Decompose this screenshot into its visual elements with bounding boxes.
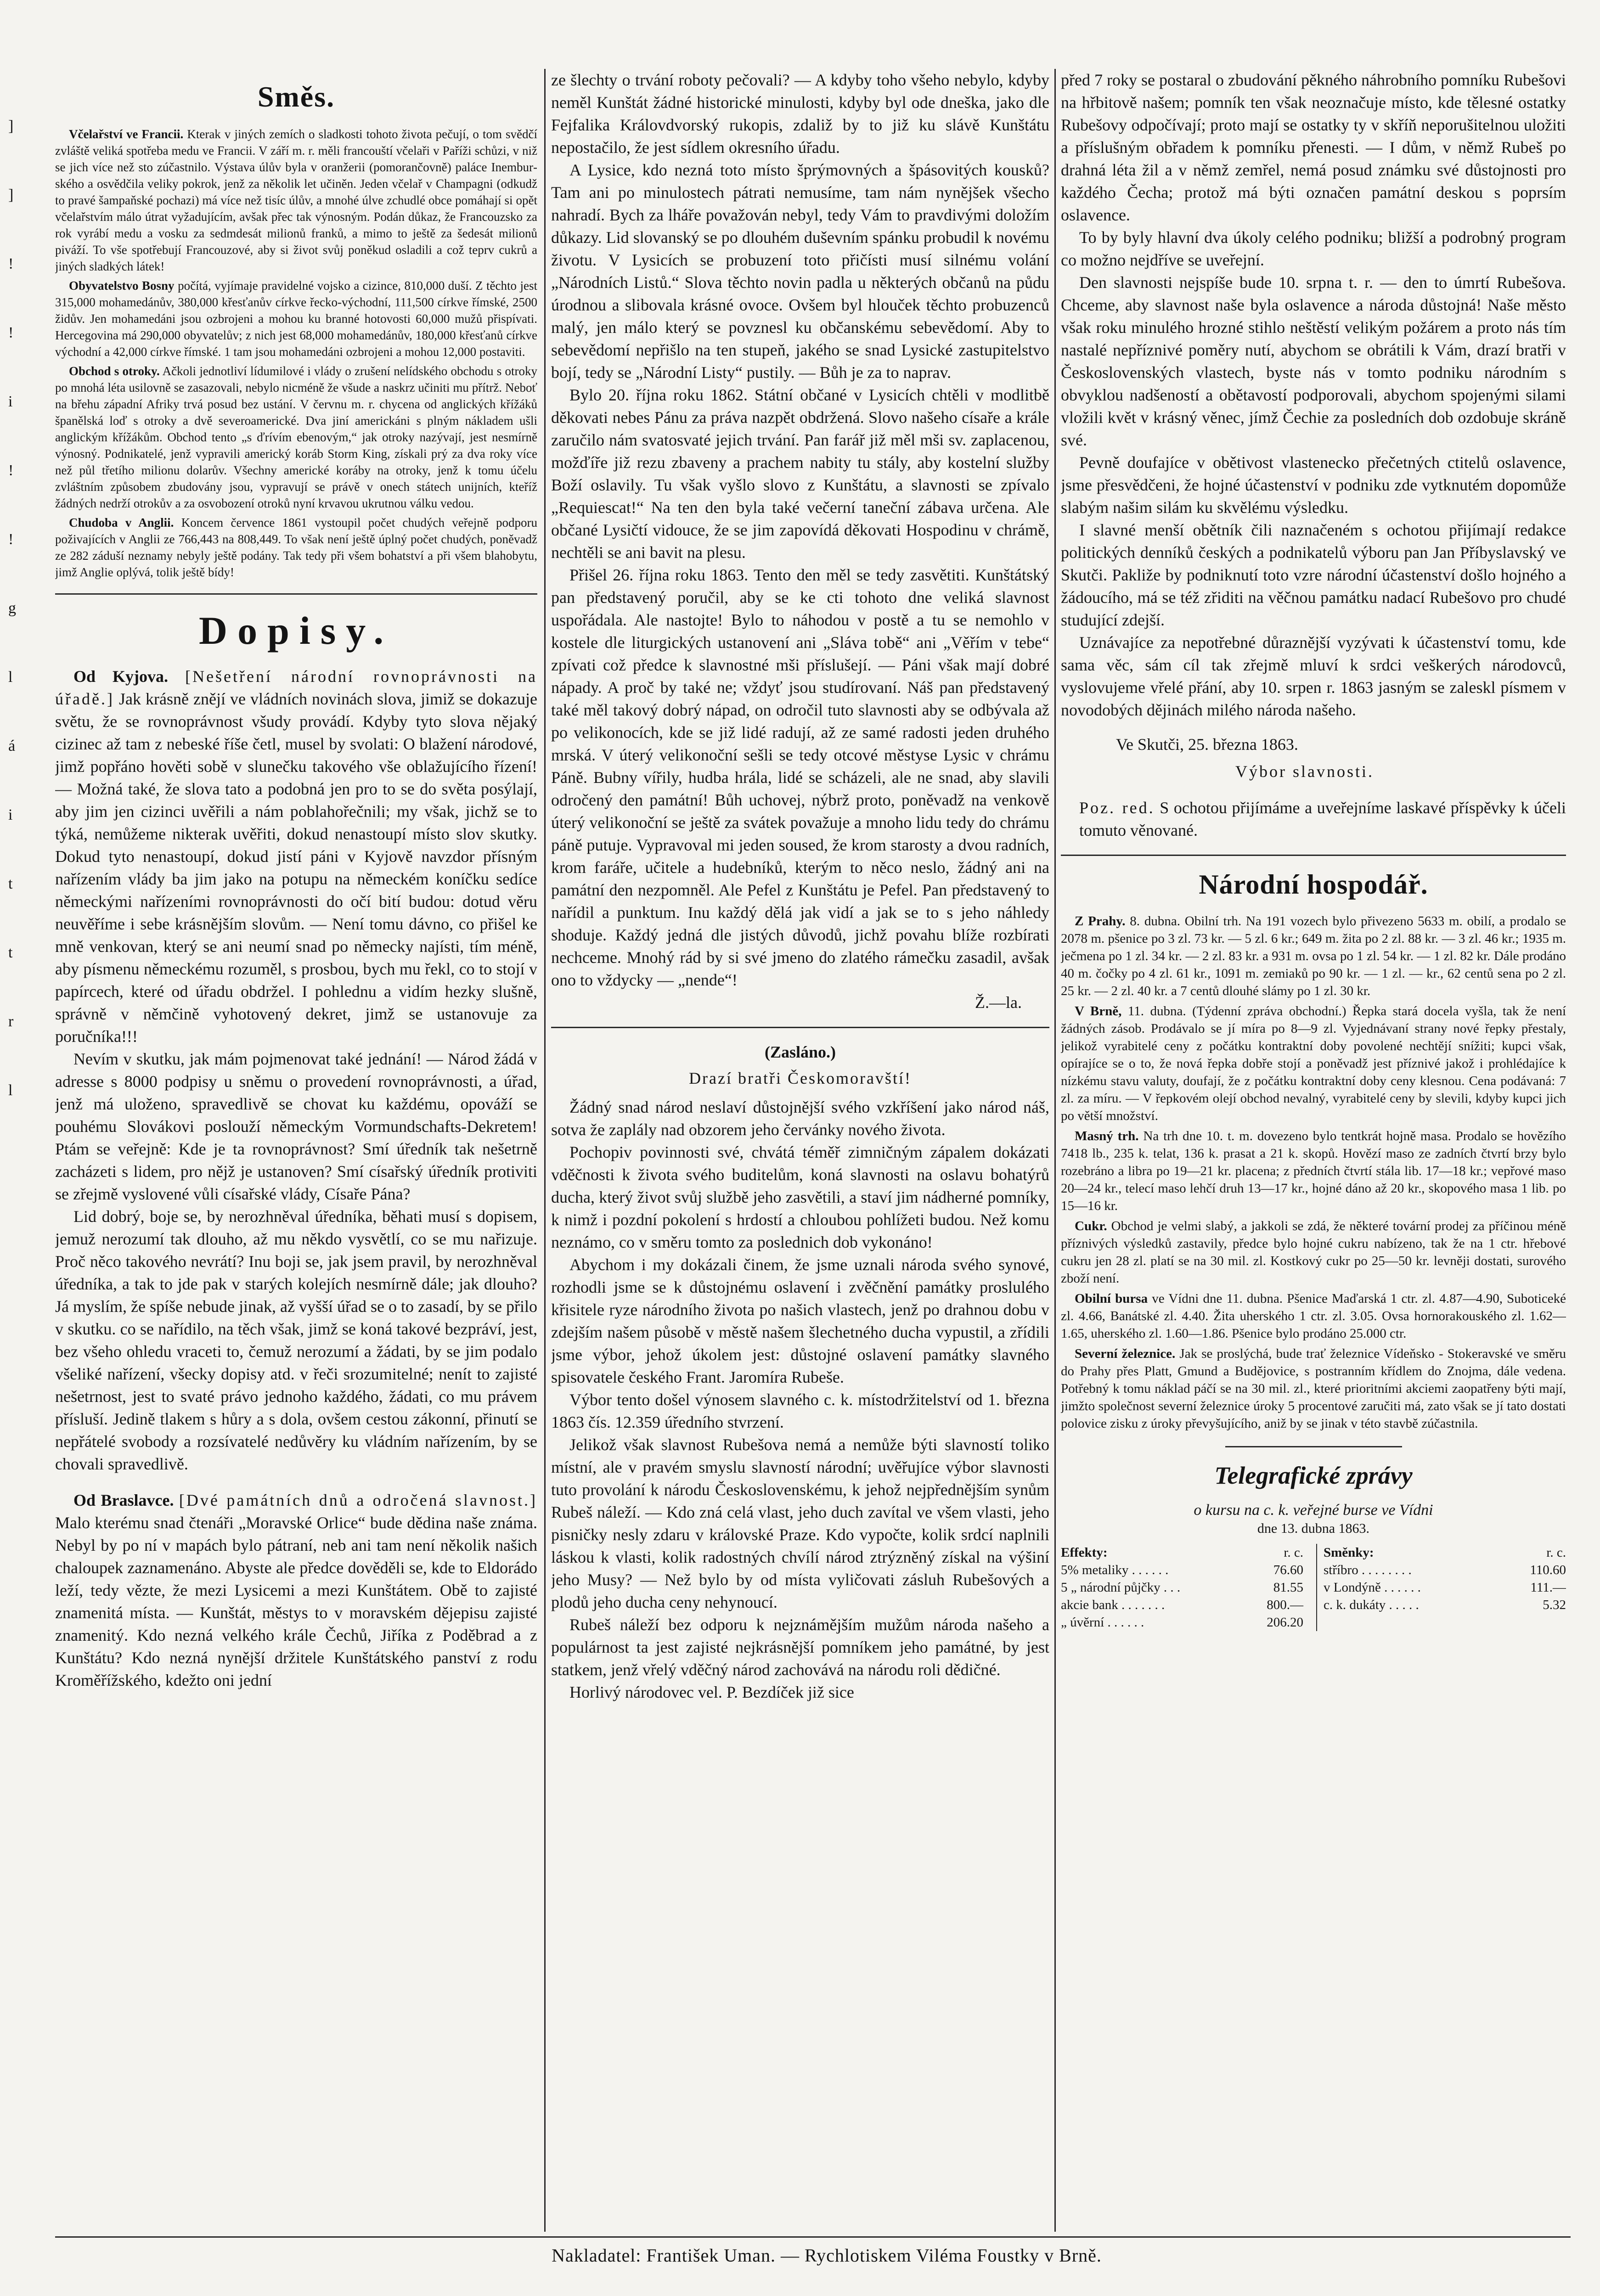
kyjova-paragraph-2: Nevím v skutku, jak mám pojmenovat také jednání! — Národ žádá v adresse s 8000 podpisy u sněmu o provedení rovnoprávnosti, a úřad, jenž má uloženo, spravedlivě se chovat ku každému, opováží se pouhému Slovákovi poslouží německým Vormundschafts-Dekretem! Ptám se veřejně: Kde je ta rovnoprávnost? Smí úředník tak nešetrně zacházeti s lidem, pro nějž je ustanoven? Smí císařský úředník protiviti se zřejmě vyslovené vůli císařské vlády, Císaře Pána? xyxy=(55,1050,537,1203)
smes-item-3-text: Ačkoli jednotliví lídumilové i vlády o zrušení nelídského obchodu s otroky po mnohá léta usilovně se zasazovali, nebylo nicméně že všude a naskrz učiniti mu přítrž. Neboť na břehu západní Afriky trvá posud bez ustání. V červnu m. r. chycena od anglických křížáků španělská loď s otroky a dvě severoamerické. Dva jiní americkáni s plným nákladem ušli anglickým křížákům. Obchod tento „s ďrívím ebenovým,“ jak otroky nazývají, jest nesmírně výnosný. Podnikatelé, jenž vypravili americký koráb Storm King, získali prý za dva roky více než půl třetího milionu dolarův. Všechny americké koráby na otroky, jenž k tomu účelu zvláštním způsobem zbudovány jsou, vypravují se právě v onech státech unijních, kteříž žádných nedrží otrokův a za osvobození otroků nyní krvavou ukrutnou válku vedou. xyxy=(55,364,537,510)
appeal-committee: Výbor slavnosti. xyxy=(1235,762,1374,781)
narodni-divider xyxy=(1061,855,1566,856)
effekty-name: 5 „ národní půjčky . . . xyxy=(1061,1580,1181,1595)
effekty-unit: r. c. xyxy=(1284,1545,1303,1560)
effekty-name: „ úvěrní . . . . . . xyxy=(1061,1615,1144,1630)
smes-items xyxy=(55,126,537,580)
smenky-name: c. k. dukáty . . . . . xyxy=(1324,1598,1419,1612)
smenky-heading: Směnky: xyxy=(1324,1545,1374,1560)
smes-item-2-text: počítá, vyjímaje pravidelné vojsko a cizince, 810,000 duší. Z těchto jest 315,000 mohamedánův, 380,000 křesťanův církve řecko-východní, 111,500 církve římské, 2500 židův. Jen mohamedáni jsou ozbrojeni a mohou ku branné hotovosti 60,000 mužů přispívati. Hercegovina má 290,000 obyvatelův; z nich jest 68,000 mohamedánův, 180,000 křesťanů církve východní a 42,000 církve římské. 1 tam jsou mohamedáni ozbrojeni a mohou 12,000 postaviti. xyxy=(55,279,537,359)
zaslano-divider xyxy=(551,1027,1049,1028)
market-item-brno-head: V Brně, xyxy=(1075,1004,1122,1019)
zaslano-paragraph-6: Rubeš náleží bez odporu k nejznámějším mužům národa našeho a populárnost ta jest zajisté nejkrásnější pomníkem jeho památné, by jest statkem, jenž vřelý vděčný národ zachovává na národu roli dědičné. xyxy=(551,1615,1049,1679)
column-1 xyxy=(55,69,537,2227)
market-item-obilni-bursa-head: Obilní bursa xyxy=(1075,1291,1148,1306)
footer-rule xyxy=(55,2236,1571,2238)
col3-paragraph-4: Pevně doufajíce v obětivost vlastenecko přečetných ctitelů oslavence, jsme přesvědčeni, že hojné účastenství v podniku zde vytknutém dopomůže slabým našim silám ku skvělému výsledku. xyxy=(1061,453,1566,517)
margin-mark: ! xyxy=(8,324,14,341)
kyjova-heading: Od Kyjova. xyxy=(73,667,169,686)
telegram-date: dne 13. dubna 1863. xyxy=(1257,1521,1370,1536)
market-item-zeleznice-text: Jak se proslýchá, bude trať železnice Vídeňsko - Stokeravské ve směru do Prahy přes Platt, Gmund a Budějovice, s postranním křídlem do Znojma, dále vedena. Potřebný k tomu náklad páčí se na 30 mil. zl., které prioritními akciemi zaopatřeny býti mají, jimžto společnost severní železnice úroky 5 procentové zaručiti má, zato však se jí tato dostati polovice zisku z úroky převyšujícího, aniž by se jinak v této stavbě zúčastnila. xyxy=(1061,1346,1566,1431)
smes-item-3 xyxy=(55,363,537,512)
market-item-brno xyxy=(1061,1002,1566,1125)
smenky-group xyxy=(1316,1544,1566,1631)
editor-note-label: Poz. red. xyxy=(1079,799,1155,817)
telegram-divider xyxy=(1225,1446,1402,1447)
effekty-value: 76.60 xyxy=(1273,1563,1303,1577)
smes-item-1-head: Včelařství ve Francii. xyxy=(69,127,184,141)
smes-heading: Směs. xyxy=(257,80,335,113)
effekty-group xyxy=(1061,1544,1303,1631)
braslavce-letter xyxy=(55,1489,537,1692)
publisher-footer: Nakladatel: František Uman. — Rychlotiskem Viléma Foustky v Brně. xyxy=(552,2245,1102,2266)
column-3 xyxy=(1061,69,1566,2236)
margin-mark: ! xyxy=(8,255,14,272)
smenky-unit: r. c. xyxy=(1546,1545,1566,1560)
zaslano-paragraph-3: Abychom i my dokázali činem, že jsme uznali národa svého synové, rozhodli jsme se k důstojnému oslavení i zvěčnění památky proslulého křisitele ryze národního života po našich vlastech, jenž po drahnou dobu v zdejším našem působě v městě našem šlechetného ducha vypustil, a zřídili jsme výbor, jehož úkolem jest: důstojné oslavení památky slavného spisovatele českého Frant. Jaromíra Rubeše. xyxy=(551,1255,1049,1386)
editor-note-text: S ochotou přijímáme a uveřejníme laskavé příspěvky k účeli tomuto věnované. xyxy=(1079,799,1566,839)
table-row xyxy=(1324,1579,1566,1596)
smes-item-2-head: Obyvatelstvo Bosny xyxy=(69,279,175,293)
kyjova-paragraph-1: Jak krásně znějí ve vládních novinách slova, jimiž se dokazuje světu, že se rovnoprávnost všudy provádí. Kdyby tyto slova nějaký cizinec až tam z nebeské říše četl, musel by svolati: O blažení národové, jimž popřáno hověti sobě v slunečku takového vše oblažujícího řízení! — Možná také, že slova tato a podobná jen pro to se do světa posýlají, aby jim jen cizinci uvěřili a nám poblahořečnili; my však, jichž se to týká, nemůžeme nikterak uvěřiti, dokud nenastoupí místo slov skutky. Dokud tyto nenastoupí, dokud jistí páni v Kyjově navzdor přísným nařízením vlády ba jim jako na potupu na německém koníčku sedíce německými nařízeními rovnoprávnosti do očí bití budou: dotud věru neuvěříme i sebe krásnějším slovům. — Není tomu dávno, co přišel ke mně venkovan, který se ani neumí snad po německy najísti, tím méně, aby písmenu německému rozuměl, s prosbou, bych mu řekl, co to stojí v papírcech, které od úřadu obdržel. I pohlednu a vidím hezky slušně, správně v němčině vyhotovený dekret, jimž se ustanovuje za poručníka!!! xyxy=(55,690,537,1046)
section-divider xyxy=(55,593,537,595)
margin-mark: l xyxy=(8,1082,13,1099)
margin-mark: á xyxy=(8,737,16,754)
table-row xyxy=(1061,1561,1303,1579)
col2-signature: Ž.—la. xyxy=(975,993,1022,1012)
market-item-cukr xyxy=(1061,1217,1566,1287)
market-item-praha-head: Z Prahy. xyxy=(1075,914,1126,929)
kyjova-paragraph-3: Lid dobrý, boje se, by nerozhněval úředníka, běhati musí s dopisem, jemuž nerozumí tak dlouho, až mu někdo vysvětlí, co se mu nařizuje. Proč něco takového nevrátí? Inu boji se, jak jsem pravil, by nerozhněval úředníka, a tak to jde pak v starých kolejích nesmírně dále; jak dlouho? Já myslím, že spíše nebude jinak, až vyšší úřad se o to zasadí, by se přilo v skutku. co se nařídilo, na těch však, jimž se koná takové bezpráví, jest, bez všeho ohledu vraceti to, čemuž nerozumí a žádati, by se jim podalo všeliké nařízení, všecky dopisy atd. v řeči srozumitelné; nenít to zajisté nešetrnost, jest to svaté právo jednoho každého, žádati, co mu právem přísluší. Jedině tlakem s hůry a s dola, ovšem cestou zákonní, přinutí se nepřátelé svobody a rozsívatelé nedůvěry ku vládním nařízením, by se chovali spravedlivě. xyxy=(55,1207,537,1473)
column-divider-1 xyxy=(544,69,546,2232)
col2-paragraph-3: Bylo 20. října roku 1862. Státní občané v Lysicích chtěli v modlitbě děkovati nebes Pánu za práva nazpět obdržená. Slovo našeho císaře a krále zaručilo nám svatosvaté jejich trvání. Pan farář již měl mši sv. zaplacenou, možďíře již rezu zbaveny a prachem nabity tu stály, aby kostelní služby Boží oslavily. Tu však vyšlo slovo z Kunštátu, a slavnosti se zpívalo „Requiescat!“ Na ten den byla také večerní taneční zábava určena. Ale občané Lysičtí vidouce, že se jim zapovídá děkovati Hospodinu v chrámě, nechtěli se ani bavit na plesu. xyxy=(551,386,1049,562)
left-margin-marks xyxy=(8,92,27,2112)
smenky-value: 110.60 xyxy=(1530,1563,1566,1577)
margin-mark: ! xyxy=(8,531,14,548)
table-row xyxy=(1324,1561,1566,1579)
smenky-name: stříbro . . . . . . . . xyxy=(1324,1563,1412,1577)
editor-note xyxy=(1061,797,1566,842)
col2-paragraph-2: A Lysice, kdo nezná toto místo šprýmovných a špásovitých kousků? Tam ani po minulostech pátrati nemusíme, tam nám nynějšek všecho nahradí. Bych za lháře považován nebyl, tedy Vám to pravdivými doložím důkazy. Lid slovanský se po dlouhém duševním spánku probudil k novému životu. V Lysicích se probuzení toto přičísti musí silnému volání „Národních Listů.“ Slova těchto novin padla u některých občanů na půdu úrodnou a slibovala krásné ovoce. Ovšem byl hlouček těchto probuzenců malý, jen málo který se povznesl ku občanskému sebevědomí. Aby to sebevědomí nepřišlo na ten stupeň, jakého se snad Lysické zastupitelstvo bojí, tedy se „Národní Listy“ pustily. — Bůh je za to naprav. xyxy=(551,161,1049,382)
market-item-cukr-head: Cukr. xyxy=(1075,1219,1107,1233)
effekty-name: akcie bank . . . . . . . xyxy=(1061,1598,1165,1612)
smes-item-2 xyxy=(55,277,537,360)
smes-item-4-head: Chudoba v Anglii. xyxy=(69,516,174,529)
market-item-masny-trh-text: Na trh dne 10. t. m. dovezeno bylo tentkrát hojně masa. Prodalo se hovězího 7418 lb., 235 k. telat, 136 k. prasat a 21 k. skopů. Hovězí maso ze zadních čtvrtí brzy bylo rozebráno a libra po 19—21 kr. placena; z předních čtvrtí stála lib. 17—18 kr.; vepřové maso 20—24 kr., telecí maso lehčí druh 13—17 kr., hojné dáno až 20 kr., skopového masa 1 lib. po 15—16 kr. xyxy=(1061,1129,1566,1213)
zaslano-title: Drazí bratři Českomoravští! xyxy=(689,1069,912,1087)
kyjova-letter-intro xyxy=(55,665,537,1048)
smes-item-1 xyxy=(55,126,537,275)
narodni-hospodar-heading: Národní hospodář. xyxy=(1199,869,1428,900)
table-row xyxy=(1061,1614,1303,1631)
market-item-zeleznice xyxy=(1061,1345,1566,1432)
smenky-value: 111.— xyxy=(1530,1580,1566,1595)
col3-paragraph-6: Uznávajíce za nepotřebné důraznější vyzývati k účastenství tomu, kde sama věc, sám cíl tak zřejmě mluví k srdci veškerých národovců, vyslovujeme vřelé přání, aby 10. srpen r. 1863 jasným se zaleskl písmem v novodobých dějinách milého národa našeho. xyxy=(1061,633,1566,719)
dopisy-heading: Dopisy. xyxy=(198,608,394,653)
market-item-zeleznice-head: Severní železnice. xyxy=(1075,1346,1176,1361)
margin-mark: t xyxy=(8,944,13,961)
market-item-masny-trh xyxy=(1061,1127,1566,1215)
effekty-value: 81.55 xyxy=(1273,1580,1303,1595)
effekty-value: 800.— xyxy=(1267,1598,1303,1612)
effekty-heading: Effekty: xyxy=(1061,1545,1108,1560)
zaslano-paragraph-7: Horlivý národovec vel. P. Bezdíček již sice xyxy=(569,1683,854,1701)
telegram-subtitle: o kursu na c. k. veřejné burse ve Vídni xyxy=(1194,1502,1433,1519)
col2-paragraph-1: ze šlechty o trvání roboty pečovali? — A kdyby toho všeho nebylo, kdyby neměl Kunštát žádné historické minulosti, kdyby byl ode dneška, jako dle Fejfalika Královdvorský rukopis, zdaliž by to již ku slávě Kunštátu nepostačilo, že jest sídlem okresního úřadu. xyxy=(551,71,1049,157)
market-item-praha-text: 8. dubna. Obilní trh. Na 191 vozech bylo přivezeno 5633 m. obilí, a prodalo se 2078 m. pšenice po 3 zl. 73 kr. — 5 zl. 6 kr.; 649 m. žita po 2 zl. 88 kr. — 3 zl. 46 kr.; 1935 m. ječmena po 1 zl. 34 kr. — 2 zl. 83 kr. a 931 m. ovsa po 1 zl. 54 kr. — 1 zl. 82 kr. Dále prodáno 40 m. čočky po 4 zl. 61 kr., 1091 m. zemiaků po 90 kr. — 1 zl. — kr., 62 centů sena po 2 zl. 25 kr. — 2 zl. 40 kr. a 7 centů dlouhé slámy po 1 zl. 30 kr. xyxy=(1061,914,1566,998)
zaslano-heading: (Zasláno.) xyxy=(764,1043,836,1061)
margin-mark: ! xyxy=(8,462,14,479)
margin-mark: l xyxy=(8,669,13,686)
smes-item-4 xyxy=(55,514,537,580)
smenky-value: 5.32 xyxy=(1543,1598,1566,1612)
market-item-praha xyxy=(1061,912,1566,1000)
smes-item-4-text: Koncem července 1861 vystoupil počet chudých veřejně podporu poživajících v Anglii ze 766,443 na 808,449. To však není ještě úplný počet chudých, poněvadž ze 282 záduší neznamy nebyly ještě podány. Tak tedy při všem bohatství a při všem blahobytu, jimž Anglie oplývá, tolik ještě bídy! xyxy=(55,516,537,579)
column-2 xyxy=(551,69,1049,2236)
market-item-cukr-text: Obchod je velmi slabý, a jakkoli se zdá, že některé tovární prodej za příčinou méně příznivých výsledků zastavily, předce bylo hojné cukru nabízeno, tak že na 1 ctr. hřebové cukru jen 28 zl. platí se na 30 mil. zl. Kostkový cukr po 25—50 kr. levněji dostati, surového zboží není. xyxy=(1061,1219,1566,1286)
market-item-obilni-bursa-text: ve Vídni dne 11. dubna. Pšenice Maďarská 1 ctr. zl. 4.87—4.90, Suboticeké zl. 4.66, Banátské zl. 4.40. Žita uherského 1 ctr. zl. 3.05. Ovsa hornorakouského zl. 1.62—1.65, uherského zl. 1.60—1.86. Pšenice bylo prodáno 25.000 ctr. xyxy=(1061,1291,1566,1341)
margin-mark: i xyxy=(8,806,13,823)
braslavce-heading: Od Braslavce. xyxy=(73,1491,174,1509)
smenky-header-row xyxy=(1324,1544,1566,1561)
smes-item-3-head: Obchod s otroky. xyxy=(69,364,160,378)
telegram-heading: Telegrafické zprávy xyxy=(1214,1462,1413,1489)
margin-mark: g xyxy=(8,600,16,617)
table-row xyxy=(1061,1596,1303,1614)
smes-item-1-text: Kterak v jiných zemích o sladkosti tohoto života pečují, o tom svědčí zvláště veliká spotřeba medu ve Francii. V září m. r. měli francouští včelaři v Paříži schůzi, v niž se jich více než sto zúčastnilo. Výstava úlův byla v oranžerii (pomorančovně) paláce Inemburského a osvědčila veliky pokrok, jenž za několik let učiněn. Jeden včelař v Champagni (odkudž to pravé šampaňské pochazi) má více než tisíc úlův, a mnohé úlve zchudlé obce pomáhají si opět včelařstvím málo útrat vyžadujícím, avšak přec tak výnosným. Podán důkaz, že Francouzsko za rok vyrábí medu a vosku za sedmdesát milionů franků, a mimo to ještě za šedesát milionů piváží. To vše spotřebují Francouzové, aby si život svůj poněkud osladili a což teprv cukrů a jiných sladkých látek! xyxy=(55,127,537,273)
zaslano-paragraph-5: Jelikož však slavnost Rubešova nemá a nemůže býti slavností toliko místní, ale v pravém smyslu slavností národní; uvěřujíce výbor slavnosti tuto provolání k národu Československému, k jehož nejpřednějším synům Rubeš náleží. — Kdo zná celá vlast, jeho duch zavítal ve všem vlasti, jeho pisničky nesly zdaru v královské Praze. Kdo vypočte, kolik srdcí naplnili láskou k vlasti, kolik radostných chvílí národ ztrýzněný získal na výšiní jeho Musy? — Než bylo by od místa vyličovati zásluh Rubešových a plodů jeho ducha ceny nehynoucí. xyxy=(551,1435,1049,1611)
margin-mark: ] xyxy=(8,186,14,203)
table-row xyxy=(1061,1579,1303,1596)
col3-paragraph-3: Den slavnosti nejspíše bude 10. srpna t. r. — den to úmrtí Rubešova. Chceme, aby slavnost naše byla oslavence a národa důstojná! Naše město však roku minulého hrozné stihlo neštěstí velikým požárem a proto nás tím nastalé nepříznivé poměry nutí, abychom se obrátili k Vám, drazí bratři v Československých vlastech, byste nás v tomto podniku národním s obvyklou nadšeností a obětavostí podporovali, abychom spojenými silami vložili květ v krásný věnec, jímž Čechie za posledních dob ozdobuje skráně své. xyxy=(1061,273,1566,449)
margin-mark: ] xyxy=(8,118,14,135)
exchange-rates-table xyxy=(1061,1544,1566,1631)
col2-paragraph-4: Přišel 26. října roku 1863. Tento den měl se tedy zasvětiti. Kunštátský pan představený poručil, aby se ke cti tohoto dne veliká slavnost uspořádala. Ale nastojte! Bylo to náhodou v postě a tu se nemohlo v kostele dle liturgických ustanovení ani „Sláva tobě“ ani „Věřím v tebe“ zpívati což předce k slavnostné mši příslušejí. — Páni však mají dobré nápady. A proč by také ne; vždyť jsou studírovaní. Náš pan představený také měl takový dobrý nápad, on odročil tuto slavnosti aby se odbývala až po velikonocích, kde se již lidé radují, až ze samé radosti jeden druhého mrská. V úterý velikonoční sešli se tedy otcové městyse Lysic v chrámu Páně. Bubny vířily, hudba hrála, lidé se scházeli, ale ne snad, aby slavili odročený den památní! Bůh uchovej, nýbrž proto, poněvadž na venkově úterý velikonoční se ještě za svátek považuje a mnoho lidu tedy do chrámu páně putuje. Vypravoval mi jeden soused, že krom starosty a dvou radních, krom faráře, učitele a hudebníků, kterým to něco neslo, žádný ani na památní den nezpomněl. Ale Pefel z Kunštátu je Pefel. Pan představený to nařídil a punktum. Inu každý dělá jak vidí a jak se to s jeho náhledy shoduje. Každý jedná dle jistých důvodů, jichž povahu blíže rozbírati nechceme. Mnohý rád by si své jmeno do zlatého rámečku zasadil, avšak ono to vždycky — „nende“! xyxy=(551,566,1049,989)
appeal-date: Ve Skutči, 25. března 1863. xyxy=(1116,735,1298,754)
effekty-name: 5% metaliky . . . . . . xyxy=(1061,1563,1169,1577)
col3-paragraph-2: To by byly hlavní dva úkoly celého podniku; bližší a podrobný program co možno nejdříve se uveřejní. xyxy=(1061,228,1566,269)
market-item-brno-text: 11. dubna. (Týdenní zpráva obchodní.) Řepka stará docela vyšla, tak že není žádných zásob. Prodávalo se jí míra po 8—9 zl. Vyjednávaní strany nové řepky přestaly, jelikož vyrabitelé ceny z počátku kontraktní doby povolené nechtějí snížiti; kupci však, opírajíce se o to, že nová řepka dobře stojí a poněvadž jest příznivé jakož i prohlédajíce k nízkému stavu valuty, doufají, že z počátku kontraktní doby ceny klesnou. Cena podávaná: 7 zl. za míru. — V řepkovém olejí obchod nevalný, vyrabitelé ceny by slevili, kdyby kupci jich po větší množství. xyxy=(1061,1004,1566,1123)
braslavce-text: Malo kterému snad čtenáři „Moravské Orlice“ bude dědina naše známa. Nebyl by po ní v mapách bylo pátraní, neb ani tam není několik našich chaloupek zaznamenáno. Abyste ale předce dověděli se, kde to Eldorádo leží, tedy vězte, že mezi Lysicemi a mezi Kunštátem. Obě to zajisté znamenitá místa. — Kunštát, městys to v moravském dějepisu zajisté znamenitý. Kdo nezná velkého krále Čechů, Jiříka z Poděbrad a z Kunštátu? Kdo nezná nynější držitele Kunštátského panství z rodu Kroměřížského, kdežto oni jední xyxy=(55,1514,537,1689)
zaslano-paragraph-2: Pochopiv povinnosti své, chvátá téměř zimničným zápalem dokázati vděčnosti k života svého buditelům, koná slavnosti na oslavu bohatýrů ducha, který život svůj službě jeho zasvětili, a staví jim nádherné pomníky, k nimž i pozdní pokolení s hrdostí a chloubou pohlížeti budou. Než komu neznámo, co v směru tomto za poslednich dob vykonáno! xyxy=(551,1143,1049,1251)
braslavce-subtitle: [Dvé památních dnů a odročená slavnost.] xyxy=(179,1491,537,1509)
column-divider-2 xyxy=(1054,69,1056,2232)
kyjova-subtitle: [Nešetření národní rovnoprávnosti na úřadě.] xyxy=(55,667,537,708)
zaslano-paragraph-1: Žádný snad národ neslaví důstojnější svého vzkříšení jako národ náš, sotva že zaplály nad obzorem jeho červánky nového života. xyxy=(551,1098,1049,1139)
col3-paragraph-5: I slavné menší obětník čili naznačeném s ochotou přijímají redakce politických denníků českých a podnikatelů výboru pan Jan Příbyslavský ve Skutči. Pakliže by podniknutí toto vzre národní účastenství došlo hojného a žádoucího, má se též zřiditi na věčnou památku nadací Rubešovo pro chudé studující zdejší. xyxy=(1061,521,1566,629)
effekty-header-row xyxy=(1061,1544,1303,1561)
market-item-obilni-bursa xyxy=(1061,1290,1566,1342)
margin-mark: i xyxy=(8,393,13,410)
effekty-value: 206.20 xyxy=(1267,1615,1303,1630)
zaslano-paragraph-4: Výbor tento došel výnosem slavného c. k. místodržitelství od 1. března 1863 čís. 12.359 úředního stvrzení. xyxy=(551,1390,1049,1431)
smenky-name: v Londýně . . . . . . xyxy=(1324,1580,1421,1595)
margin-mark: r xyxy=(8,1013,14,1030)
margin-mark: t xyxy=(8,875,13,892)
table-row xyxy=(1324,1596,1566,1614)
col3-paragraph-1: před 7 roky se postaral o zbudování pěkného náhrobního pomníku Rubešovi na hřbitově našem; pomník ten však neoznačuje místo, kde tělesné ostatky Rubešovy odpočívají; proto mají se ostatky ty v skříň neporušitelnou uložiti a příslušným obřadem k pomníku přenesti. — I dům, v němž Rubeš po drahná léta žil a v němž zemřel, nemá posud známku své důstojnosti pro každého Čecha; protož má býti označen památní deskou s poprsím oslavence. xyxy=(1061,71,1566,224)
market-item-masny-trh-head: Masný trh. xyxy=(1075,1129,1139,1143)
